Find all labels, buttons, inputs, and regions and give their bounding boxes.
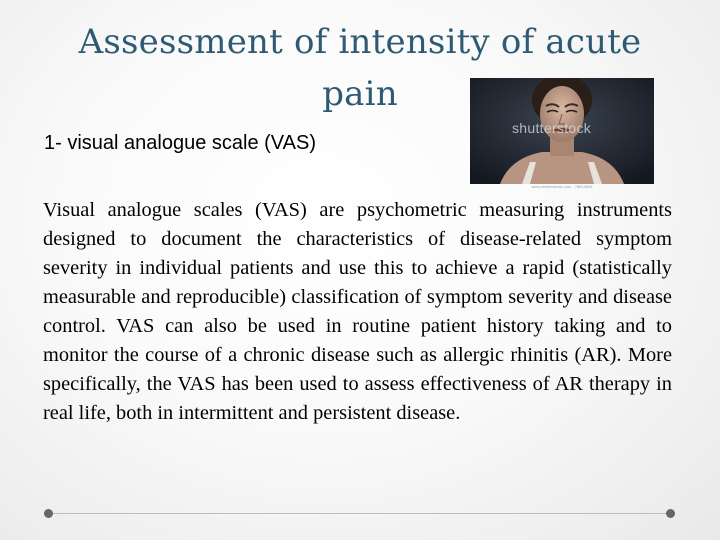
photo-credit: www.shutterstock.com · 78614694 — [531, 184, 593, 189]
body-paragraph: Visual analogue scales (VAS) are psychometric measuring instruments designed to document the characteristics of disease-related symptom severity in individual patients and use this to achieve a rapid (statistically measurable and reproducible) classification of symptom severity and disease control. VAS can also be used in routine patient history taking and to monitor the course of a chronic disease such as allergic rhinitis (AR). More specifically, the VAS has been used to assess effectiveness of AR therapy in real life, both in intermittent and persistent disease. — [43, 199, 672, 424]
slide-title: Assessment of intensity of acute pain — [78, 22, 642, 114]
pain-face-photo — [470, 78, 654, 184]
photo-watermark: shutterstock — [512, 120, 592, 136]
slide-subtitle: 1- visual analogue scale (VAS) — [44, 132, 316, 154]
bottom-right-dot — [666, 509, 675, 518]
bottom-rule-line — [52, 513, 670, 514]
bottom-left-dot — [44, 509, 53, 518]
